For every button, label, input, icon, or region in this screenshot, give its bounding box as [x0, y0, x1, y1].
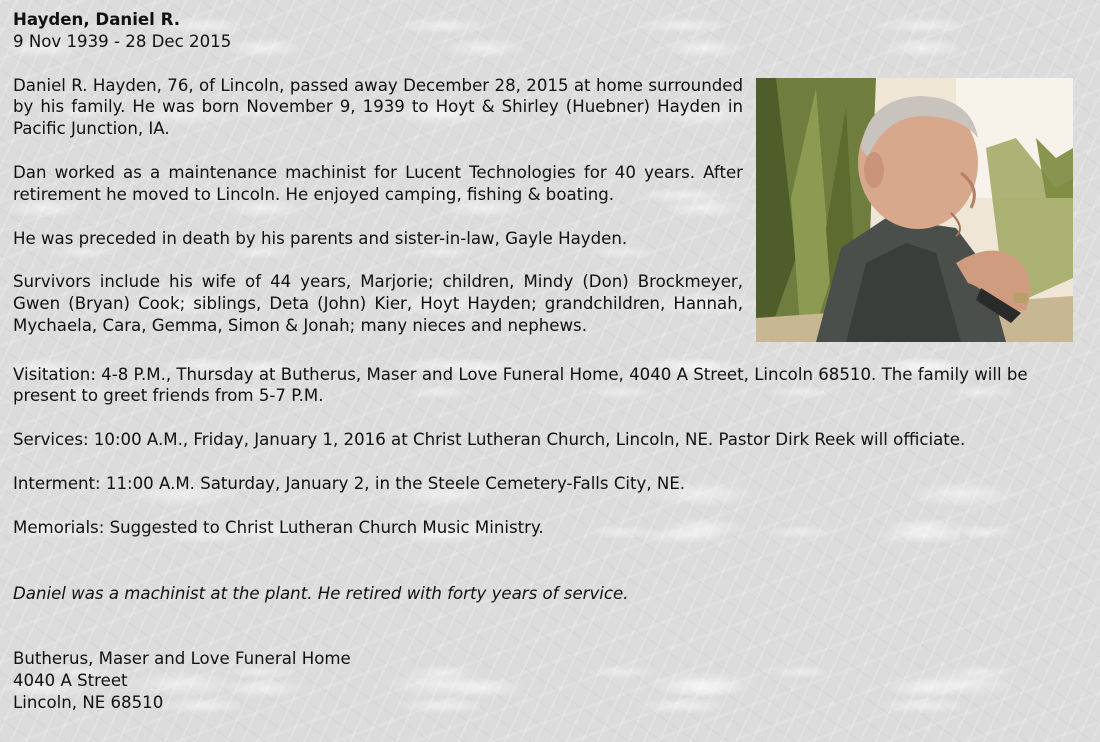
paragraph-career: Dan worked as a maintenance machinist for Lucent Technologies for 40 years. After retirement he moved to Lincoln. He enjoyed camping, fishing & boating.	[13, 162, 743, 204]
obituary-dates: 9 Nov 1939 - 28 Dec 2015	[13, 31, 232, 51]
funeral-home-address	[13, 648, 1091, 713]
intro-text-column	[13, 75, 743, 342]
paragraph-preceded: He was preceded in death by his parents and sister-in-law, Gayle Hayden.	[13, 228, 628, 248]
paragraph-visitation: Visitation: 4-8 P.M., Thursday at Butherus, Maser and Love Funeral Home, 4040 A Street, Lincoln 68510. The family will be present to greet friends from 5-7 P.M.	[13, 364, 1028, 406]
portrait-illustration	[756, 78, 1073, 342]
intro-section	[13, 75, 1091, 342]
paragraph-memorials: Memorials: Suggested to Christ Lutheran Church Music Ministry.	[13, 517, 544, 537]
paragraph-intro: Daniel R. Hayden, 76, of Lincoln, passed away December 28, 2015 at home surrounded by his family. He was born November 9, 1939 to Hoyt & Shirley (Huebner) Hayden in Pacific Junction, IA.	[13, 75, 743, 139]
obituary-content	[13, 9, 1091, 714]
funeral-home-city: Lincoln, NE 68510	[13, 692, 164, 712]
funeral-home-street: 4040 A Street	[13, 671, 128, 691]
paragraph-services: Services: 10:00 A.M., Friday, January 1, 2016 at Christ Lutheran Church, Lincoln, NE. Pastor Dirk Reek will officiate.	[13, 430, 966, 450]
obituary-name: Hayden, Daniel R.	[13, 10, 180, 29]
paragraph-interment: Interment: 11:00 A.M. Saturday, January 2, in the Steele Cemetery-Falls City, NE.	[13, 473, 686, 493]
funeral-home-name: Butherus, Maser and Love Funeral Home	[13, 649, 351, 669]
portrait-photo	[756, 78, 1073, 342]
paragraph-survivors: Survivors include his wife of 44 years, Marjorie; children, Mindy (Don) Brockmeyer, Gwen (Bryan) Cook; siblings, Deta (John) Kier, Hoyt Hayden; grandchildren, Hannah, Mychaela, Cara, Gemma, Simon & Jonah; many nieces and nephews.	[13, 272, 743, 335]
paragraph-note: Daniel was a machinist at the plant. He retired with forty years of service.	[13, 583, 629, 603]
